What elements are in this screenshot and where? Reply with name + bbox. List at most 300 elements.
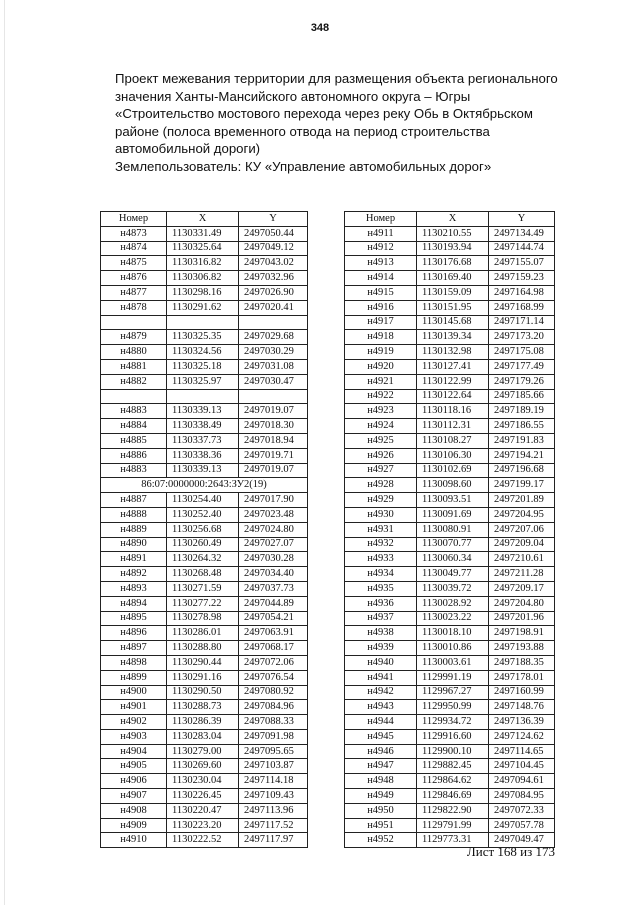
x-coordinate-cell: 1130230.04	[167, 774, 239, 789]
y-coordinate-cell: 2497109.43	[239, 789, 308, 804]
y-coordinate-cell: 2497037.73	[239, 581, 308, 596]
table-row	[345, 226, 555, 241]
table-row	[101, 463, 308, 478]
point-number-cell: н4920	[345, 359, 417, 374]
x-coordinate-cell: 1130210.55	[417, 226, 489, 241]
page-number: 348	[310, 22, 330, 34]
x-coordinate-cell	[167, 389, 239, 404]
x-coordinate-cell: 1130254.40	[167, 493, 239, 508]
table-row	[101, 700, 308, 715]
y-coordinate-cell: 2497164.98	[489, 285, 555, 300]
y-coordinate-cell: 2497194.21	[489, 448, 555, 463]
y-coordinate-cell: 2497019.07	[239, 463, 308, 478]
point-number-cell: н4897	[101, 641, 167, 656]
x-coordinate-cell: 1129934.72	[417, 715, 489, 730]
point-number-cell: н4943	[345, 700, 417, 715]
y-coordinate-cell: 2497084.95	[489, 789, 555, 804]
table-row	[345, 507, 555, 522]
x-coordinate-cell: 1130151.95	[417, 300, 489, 315]
point-number-cell: н4913	[345, 256, 417, 271]
table-row	[101, 670, 308, 685]
y-coordinate-cell: 2497210.61	[489, 552, 555, 567]
y-coordinate-cell: 2497160.99	[489, 685, 555, 700]
y-coordinate-cell: 2497175.08	[489, 345, 555, 360]
x-coordinate-cell: 1130331.49	[167, 226, 239, 241]
x-coordinate-cell: 1130288.73	[167, 700, 239, 715]
x-coordinate-cell: 1130169.40	[417, 271, 489, 286]
y-coordinate-cell: 2497185.66	[489, 389, 555, 404]
point-number-cell: н4942	[345, 685, 417, 700]
y-coordinate-cell: 2497117.52	[239, 818, 308, 833]
x-coordinate-cell: 1130070.77	[417, 537, 489, 552]
point-number-cell: н4877	[101, 285, 167, 300]
x-coordinate-cell: 1129916.60	[417, 729, 489, 744]
point-number-cell: н4928	[345, 478, 417, 493]
y-coordinate-cell: 2497030.47	[239, 374, 308, 389]
y-coordinate-cell: 2497189.19	[489, 404, 555, 419]
table-row	[101, 285, 308, 300]
header-x: X	[417, 212, 489, 227]
point-number-cell: н4893	[101, 581, 167, 596]
table-row	[345, 404, 555, 419]
y-coordinate-cell: 2497155.07	[489, 256, 555, 271]
y-coordinate-cell: 2497020.41	[239, 300, 308, 315]
x-coordinate-cell: 1130222.52	[167, 833, 239, 848]
x-coordinate-cell: 1130023.22	[417, 611, 489, 626]
x-coordinate-cell: 1130339.13	[167, 463, 239, 478]
table-row	[345, 522, 555, 537]
table-row	[101, 478, 308, 493]
table-row	[101, 522, 308, 537]
point-number-cell: н4914	[345, 271, 417, 286]
y-coordinate-cell: 2497201.89	[489, 493, 555, 508]
x-coordinate-cell: 1130260.49	[167, 537, 239, 552]
point-number-cell: н4930	[345, 507, 417, 522]
y-coordinate-cell: 2497117.97	[239, 833, 308, 848]
point-number-cell: н4924	[345, 419, 417, 434]
point-number-cell: н4882	[101, 374, 167, 389]
x-coordinate-cell	[167, 315, 239, 330]
x-coordinate-cell: 1130264.32	[167, 552, 239, 567]
x-coordinate-cell: 1130145.68	[417, 315, 489, 330]
y-coordinate-cell	[239, 389, 308, 404]
y-coordinate-cell: 2497148.76	[489, 700, 555, 715]
point-number-cell: н4935	[345, 581, 417, 596]
table-row	[345, 345, 555, 360]
table-row	[101, 641, 308, 656]
table-row	[345, 700, 555, 715]
x-coordinate-cell: 1130028.92	[417, 596, 489, 611]
x-coordinate-cell: 1130102.69	[417, 463, 489, 478]
x-coordinate-cell: 1130139.34	[417, 330, 489, 345]
table-row	[101, 404, 308, 419]
point-number-cell: н4929	[345, 493, 417, 508]
point-number-cell: н4883	[101, 463, 167, 478]
point-number-cell: н4895	[101, 611, 167, 626]
y-coordinate-cell: 2497019.07	[239, 404, 308, 419]
y-coordinate-cell: 2497072.33	[489, 803, 555, 818]
x-coordinate-cell: 1130252.40	[167, 507, 239, 522]
y-coordinate-cell: 2497024.80	[239, 522, 308, 537]
point-number-cell: н4875	[101, 256, 167, 271]
point-number-cell: н4944	[345, 715, 417, 730]
x-coordinate-cell: 1130003.61	[417, 655, 489, 670]
y-coordinate-cell: 2497026.90	[239, 285, 308, 300]
point-number-cell: н4941	[345, 670, 417, 685]
point-number-cell: н4884	[101, 419, 167, 434]
x-coordinate-cell: 1130118.16	[417, 404, 489, 419]
header-y: Y	[489, 212, 555, 227]
table-row	[101, 226, 308, 241]
x-coordinate-cell: 1130010.86	[417, 641, 489, 656]
y-coordinate-cell: 2497103.87	[239, 759, 308, 774]
point-number-cell: н4950	[345, 803, 417, 818]
x-coordinate-cell: 1129822.90	[417, 803, 489, 818]
table-row	[345, 581, 555, 596]
x-coordinate-cell: 1130049.77	[417, 567, 489, 582]
y-coordinate-cell	[239, 315, 308, 330]
point-number-cell: н4883	[101, 404, 167, 419]
y-coordinate-cell: 2497049.47	[489, 833, 555, 848]
y-coordinate-cell: 2497031.08	[239, 359, 308, 374]
header-x: X	[167, 212, 239, 227]
point-number-cell: н4902	[101, 715, 167, 730]
table-row	[101, 433, 308, 448]
y-coordinate-cell: 2497032.96	[239, 271, 308, 286]
point-number-cell: н4901	[101, 700, 167, 715]
point-number-cell: н4923	[345, 404, 417, 419]
header-number: Номер	[345, 212, 417, 227]
point-number-cell: н4912	[345, 241, 417, 256]
y-coordinate-cell: 2497177.49	[489, 359, 555, 374]
y-coordinate-cell: 2497094.61	[489, 774, 555, 789]
point-number-cell	[101, 315, 167, 330]
table-row	[101, 596, 308, 611]
x-coordinate-cell: 1130093.51	[417, 493, 489, 508]
y-coordinate-cell: 2497018.30	[239, 419, 308, 434]
y-coordinate-cell: 2497044.89	[239, 596, 308, 611]
y-coordinate-cell: 2497159.23	[489, 271, 555, 286]
point-number-cell: н4886	[101, 448, 167, 463]
scan-edge-line	[4, 0, 5, 905]
point-number-cell: н4948	[345, 774, 417, 789]
y-coordinate-cell: 2497114.18	[239, 774, 308, 789]
x-coordinate-cell: 1130091.69	[417, 507, 489, 522]
x-coordinate-cell: 1130122.99	[417, 374, 489, 389]
y-coordinate-cell: 2497049.12	[239, 241, 308, 256]
x-coordinate-cell: 1130286.01	[167, 626, 239, 641]
table-row	[345, 419, 555, 434]
y-coordinate-cell: 2497030.28	[239, 552, 308, 567]
header-y: Y	[239, 212, 308, 227]
point-number-cell: н4892	[101, 567, 167, 582]
table-row	[101, 448, 308, 463]
table-row	[101, 271, 308, 286]
table-row	[101, 374, 308, 389]
table-row	[345, 493, 555, 508]
point-number-cell: н4906	[101, 774, 167, 789]
x-coordinate-cell: 1130122.64	[417, 389, 489, 404]
table-row	[345, 552, 555, 567]
point-number-cell: н4896	[101, 626, 167, 641]
y-coordinate-cell: 2497034.40	[239, 567, 308, 582]
table-header-row	[101, 212, 308, 227]
x-coordinate-cell: 1130288.80	[167, 641, 239, 656]
table-row	[345, 641, 555, 656]
y-coordinate-cell: 2497191.83	[489, 433, 555, 448]
y-coordinate-cell: 2497019.71	[239, 448, 308, 463]
table-row	[101, 581, 308, 596]
point-number-cell: н4946	[345, 744, 417, 759]
x-coordinate-cell: 1130325.64	[167, 241, 239, 256]
x-coordinate-cell: 1130132.98	[417, 345, 489, 360]
table-row	[345, 285, 555, 300]
x-coordinate-cell: 1130283.04	[167, 729, 239, 744]
point-number-cell: н4910	[101, 833, 167, 848]
point-number-cell: н4945	[345, 729, 417, 744]
y-coordinate-cell: 2497209.17	[489, 581, 555, 596]
y-coordinate-cell: 2497088.33	[239, 715, 308, 730]
table-row	[101, 655, 308, 670]
point-number-cell: н4918	[345, 330, 417, 345]
coordinates-table-right	[344, 211, 555, 848]
y-coordinate-cell: 2497050.44	[239, 226, 308, 241]
table-row	[101, 729, 308, 744]
table-row	[101, 789, 308, 804]
y-coordinate-cell: 2497113.96	[239, 803, 308, 818]
y-coordinate-cell: 2497068.17	[239, 641, 308, 656]
y-coordinate-cell: 2497043.02	[239, 256, 308, 271]
y-coordinate-cell: 2497211.28	[489, 567, 555, 582]
point-number-cell: н4903	[101, 729, 167, 744]
x-coordinate-cell: 1130338.36	[167, 448, 239, 463]
point-number-cell: н4879	[101, 330, 167, 345]
point-number-cell: н4894	[101, 596, 167, 611]
y-coordinate-cell: 2497091.98	[239, 729, 308, 744]
y-coordinate-cell: 2497030.29	[239, 345, 308, 360]
heading-line-5: автомобильной дороги)	[115, 141, 261, 156]
table-row	[101, 626, 308, 641]
point-number-cell: н4949	[345, 789, 417, 804]
x-coordinate-cell: 1130306.82	[167, 271, 239, 286]
point-number-cell: н4947	[345, 759, 417, 774]
y-coordinate-cell: 2497179.26	[489, 374, 555, 389]
point-number-cell: н4889	[101, 522, 167, 537]
x-coordinate-cell: 1130112.31	[417, 419, 489, 434]
point-number-cell: н4915	[345, 285, 417, 300]
x-coordinate-cell: 1129991.19	[417, 670, 489, 685]
y-coordinate-cell: 2497124.62	[489, 729, 555, 744]
heading-line-2: значения Ханты-Мансийского автономного округа – Югры	[115, 88, 471, 104]
x-coordinate-cell: 1130039.72	[417, 581, 489, 596]
table-row	[345, 626, 555, 641]
point-number-cell: н4919	[345, 345, 417, 360]
y-coordinate-cell: 2497204.80	[489, 596, 555, 611]
point-number-cell: н4922	[345, 389, 417, 404]
table-row	[345, 596, 555, 611]
x-coordinate-cell: 1130337.73	[167, 433, 239, 448]
table-row	[345, 374, 555, 389]
x-coordinate-cell: 1129773.31	[417, 833, 489, 848]
point-number-cell: н4926	[345, 448, 417, 463]
point-number-cell: н4885	[101, 433, 167, 448]
table-row	[101, 774, 308, 789]
y-coordinate-cell: 2497196.68	[489, 463, 555, 478]
table-row	[345, 463, 555, 478]
table-row	[345, 774, 555, 789]
point-number-cell: н4939	[345, 641, 417, 656]
parcel-id-cell: 86:07:0000000:2643:ЗУ2(19)	[101, 478, 308, 493]
x-coordinate-cell: 1130193.94	[417, 241, 489, 256]
table-row	[101, 567, 308, 582]
x-coordinate-cell: 1130256.68	[167, 522, 239, 537]
heading-line-4: районе (полоса временного отвода на период строительства	[115, 123, 490, 139]
x-coordinate-cell: 1130018.10	[417, 626, 489, 641]
x-coordinate-cell: 1130108.27	[417, 433, 489, 448]
point-number-cell: н4904	[101, 744, 167, 759]
table-row	[345, 241, 555, 256]
x-coordinate-cell: 1130269.60	[167, 759, 239, 774]
table-row	[101, 507, 308, 522]
y-coordinate-cell: 2497144.74	[489, 241, 555, 256]
point-number-cell: н4880	[101, 345, 167, 360]
x-coordinate-cell: 1130325.18	[167, 359, 239, 374]
x-coordinate-cell: 1130080.91	[417, 522, 489, 537]
land-user-line: Землепользователь: КУ «Управление автомобильных дорог»	[115, 158, 492, 174]
y-coordinate-cell: 2497076.54	[239, 670, 308, 685]
table-row	[345, 537, 555, 552]
point-number-cell: н4936	[345, 596, 417, 611]
y-coordinate-cell: 2497134.49	[489, 226, 555, 241]
point-number-cell: н4952	[345, 833, 417, 848]
point-number-cell: н4878	[101, 300, 167, 315]
point-number-cell: н4874	[101, 241, 167, 256]
x-coordinate-cell: 1130127.41	[417, 359, 489, 374]
table-row	[101, 315, 308, 330]
table-row	[101, 493, 308, 508]
y-coordinate-cell: 2497136.39	[489, 715, 555, 730]
table-row	[101, 611, 308, 626]
point-number-cell: н4921	[345, 374, 417, 389]
table-row	[101, 389, 308, 404]
x-coordinate-cell: 1129791.99	[417, 818, 489, 833]
x-coordinate-cell: 1130290.44	[167, 655, 239, 670]
x-coordinate-cell: 1130268.48	[167, 567, 239, 582]
y-coordinate-cell: 2497188.35	[489, 655, 555, 670]
point-number-cell: н4890	[101, 537, 167, 552]
table-row	[345, 359, 555, 374]
table-row	[101, 330, 308, 345]
table-row	[101, 744, 308, 759]
y-coordinate-cell: 2497029.68	[239, 330, 308, 345]
y-coordinate-cell: 2497063.91	[239, 626, 308, 641]
point-number-cell: н4908	[101, 803, 167, 818]
point-number-cell: н4907	[101, 789, 167, 804]
point-number-cell: н4916	[345, 300, 417, 315]
coordinates-table-left	[100, 211, 308, 848]
y-coordinate-cell: 2497201.96	[489, 611, 555, 626]
x-coordinate-cell: 1130286.39	[167, 715, 239, 730]
point-number-cell: н4876	[101, 271, 167, 286]
table-row	[345, 803, 555, 818]
y-coordinate-cell: 2497204.95	[489, 507, 555, 522]
x-coordinate-cell: 1129900.10	[417, 744, 489, 759]
table-row	[101, 256, 308, 271]
table-row	[345, 655, 555, 670]
y-coordinate-cell: 2497054.21	[239, 611, 308, 626]
point-number-cell: н4937	[345, 611, 417, 626]
table-row	[101, 345, 308, 360]
table-row	[345, 567, 555, 582]
table-row	[345, 685, 555, 700]
point-number-cell: н4933	[345, 552, 417, 567]
point-number-cell: н4873	[101, 226, 167, 241]
table-row	[101, 803, 308, 818]
x-coordinate-cell: 1130338.49	[167, 419, 239, 434]
table-row	[345, 729, 555, 744]
point-number-cell: н4932	[345, 537, 417, 552]
point-number-cell: н4951	[345, 818, 417, 833]
point-number-cell: н4898	[101, 655, 167, 670]
point-number-cell: н4909	[101, 818, 167, 833]
coordinates-right-body	[345, 226, 555, 847]
y-coordinate-cell: 2497018.94	[239, 433, 308, 448]
table-row	[345, 330, 555, 345]
table-row	[345, 715, 555, 730]
point-number-cell: н4934	[345, 567, 417, 582]
coordinates-left-body	[101, 226, 308, 847]
y-coordinate-cell: 2497168.99	[489, 300, 555, 315]
y-coordinate-cell: 2497095.65	[239, 744, 308, 759]
point-number-cell: н4925	[345, 433, 417, 448]
y-coordinate-cell: 2497198.91	[489, 626, 555, 641]
y-coordinate-cell: 2497173.20	[489, 330, 555, 345]
y-coordinate-cell: 2497104.45	[489, 759, 555, 774]
x-coordinate-cell: 1130279.00	[167, 744, 239, 759]
x-coordinate-cell: 1130291.16	[167, 670, 239, 685]
point-number-cell: н4938	[345, 626, 417, 641]
x-coordinate-cell: 1129864.62	[417, 774, 489, 789]
table-row	[101, 241, 308, 256]
y-coordinate-cell: 2497114.65	[489, 744, 555, 759]
y-coordinate-cell: 2497199.17	[489, 478, 555, 493]
x-coordinate-cell: 1130290.50	[167, 685, 239, 700]
table-row	[345, 818, 555, 833]
table-row	[345, 478, 555, 493]
document-heading	[115, 70, 585, 175]
point-number-cell: н4888	[101, 507, 167, 522]
table-row	[345, 670, 555, 685]
x-coordinate-cell: 1129950.99	[417, 700, 489, 715]
table-row	[345, 611, 555, 626]
heading-line-1: Проект межевания территории для размещения объекта регионального	[115, 71, 558, 86]
x-coordinate-cell: 1130325.35	[167, 330, 239, 345]
point-number-cell: н4905	[101, 759, 167, 774]
x-coordinate-cell: 1130176.68	[417, 256, 489, 271]
x-coordinate-cell: 1129882.45	[417, 759, 489, 774]
table-row	[101, 552, 308, 567]
table-row	[345, 448, 555, 463]
table-row	[345, 759, 555, 774]
x-coordinate-cell: 1130106.30	[417, 448, 489, 463]
table-row	[345, 271, 555, 286]
x-coordinate-cell: 1130339.13	[167, 404, 239, 419]
table-row	[101, 833, 308, 848]
table-row	[101, 818, 308, 833]
table-header-row	[345, 212, 555, 227]
x-coordinate-cell: 1130223.20	[167, 818, 239, 833]
x-coordinate-cell: 1130098.60	[417, 478, 489, 493]
